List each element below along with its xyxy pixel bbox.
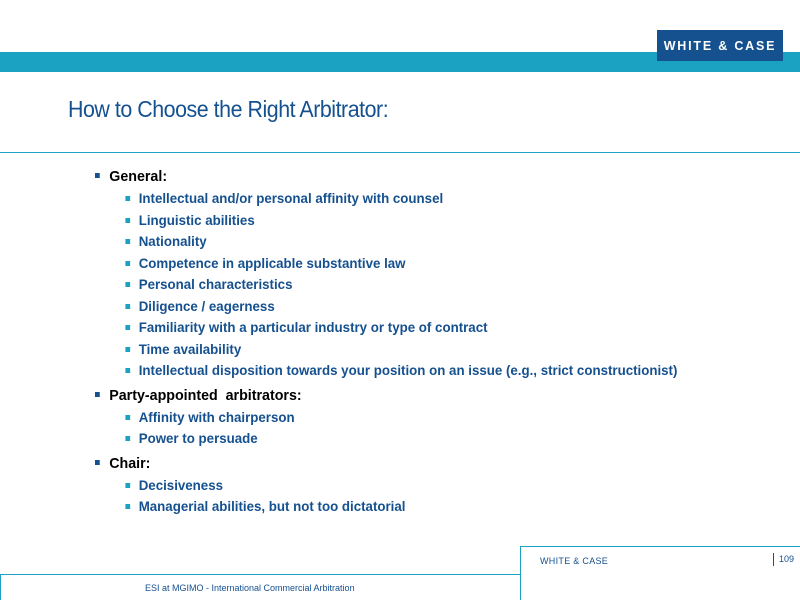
section-label: Chair:	[109, 454, 151, 472]
footer-separator	[773, 553, 774, 566]
list-item-text: Intellectual disposition towards your position on an issue (e.g., strict constructionist)	[138, 362, 678, 378]
list-item	[95, 339, 760, 361]
list-item-text: Familiarity with a particular industry or type of contract	[138, 319, 488, 335]
section-items-general	[95, 188, 795, 382]
list-item-text: Competence in applicable substantive law	[138, 254, 406, 271]
list-item	[95, 475, 760, 497]
list-item-text: Diligence / eagerness	[138, 297, 275, 314]
section-label: Party-appointed arbitrators:	[109, 386, 302, 404]
list-item-text: Decisiveness	[138, 476, 223, 493]
square-bullet-icon	[125, 483, 130, 488]
list-item	[95, 428, 760, 450]
square-bullet-icon	[125, 304, 130, 309]
square-bullet-icon	[125, 504, 130, 509]
square-bullet-icon	[125, 261, 130, 266]
list-item-text: Managerial abilities, but not too dictatorial	[138, 498, 406, 514]
section-heading-general	[95, 166, 760, 187]
list-item	[95, 317, 760, 339]
list-item	[95, 296, 760, 318]
white-case-logo: WHITE & CASE	[657, 30, 783, 61]
square-bullet-icon	[125, 368, 130, 373]
square-bullet-icon	[125, 325, 130, 330]
square-bullet-icon	[95, 173, 100, 178]
slide-title: How to Choose the Right Arbitrator:	[68, 96, 389, 122]
list-item	[95, 188, 760, 210]
slide-content	[95, 163, 795, 518]
footer-brand: WHITE & CASE	[540, 556, 609, 566]
footer-event-text: ESI at MGIMO - International Commercial Arbitration	[145, 583, 355, 593]
page-number: 109	[779, 554, 795, 564]
section-heading-party-appointed	[95, 385, 760, 406]
section-items-party-appointed	[95, 407, 795, 450]
list-item-text: Time availability	[138, 340, 242, 357]
list-item	[95, 274, 760, 296]
section-heading-chair	[95, 453, 760, 474]
list-item-text: Linguistic abilities	[138, 211, 255, 228]
square-bullet-icon	[125, 218, 130, 223]
section-items-chair	[95, 475, 795, 518]
square-bullet-icon	[125, 282, 130, 287]
square-bullet-icon	[125, 436, 130, 441]
list-item-text: Power to persuade	[138, 430, 258, 446]
square-bullet-icon	[125, 239, 130, 244]
title-divider	[0, 152, 800, 153]
list-item	[95, 360, 760, 382]
square-bullet-icon	[125, 415, 130, 420]
list-item	[95, 253, 760, 275]
list-item-text: Personal characteristics	[138, 276, 293, 292]
list-item	[95, 210, 760, 232]
list-item-text: Intellectual and/or personal affinity with counsel	[138, 190, 444, 206]
square-bullet-icon	[125, 347, 130, 352]
square-bullet-icon	[125, 196, 130, 201]
section-label: General:	[109, 168, 168, 185]
list-item	[95, 407, 760, 429]
square-bullet-icon	[95, 392, 100, 397]
square-bullet-icon	[95, 460, 100, 465]
list-item-text: Nationality	[138, 233, 207, 249]
list-item	[95, 496, 760, 518]
list-item-text: Affinity with chairperson	[138, 408, 295, 425]
list-item	[95, 231, 760, 253]
